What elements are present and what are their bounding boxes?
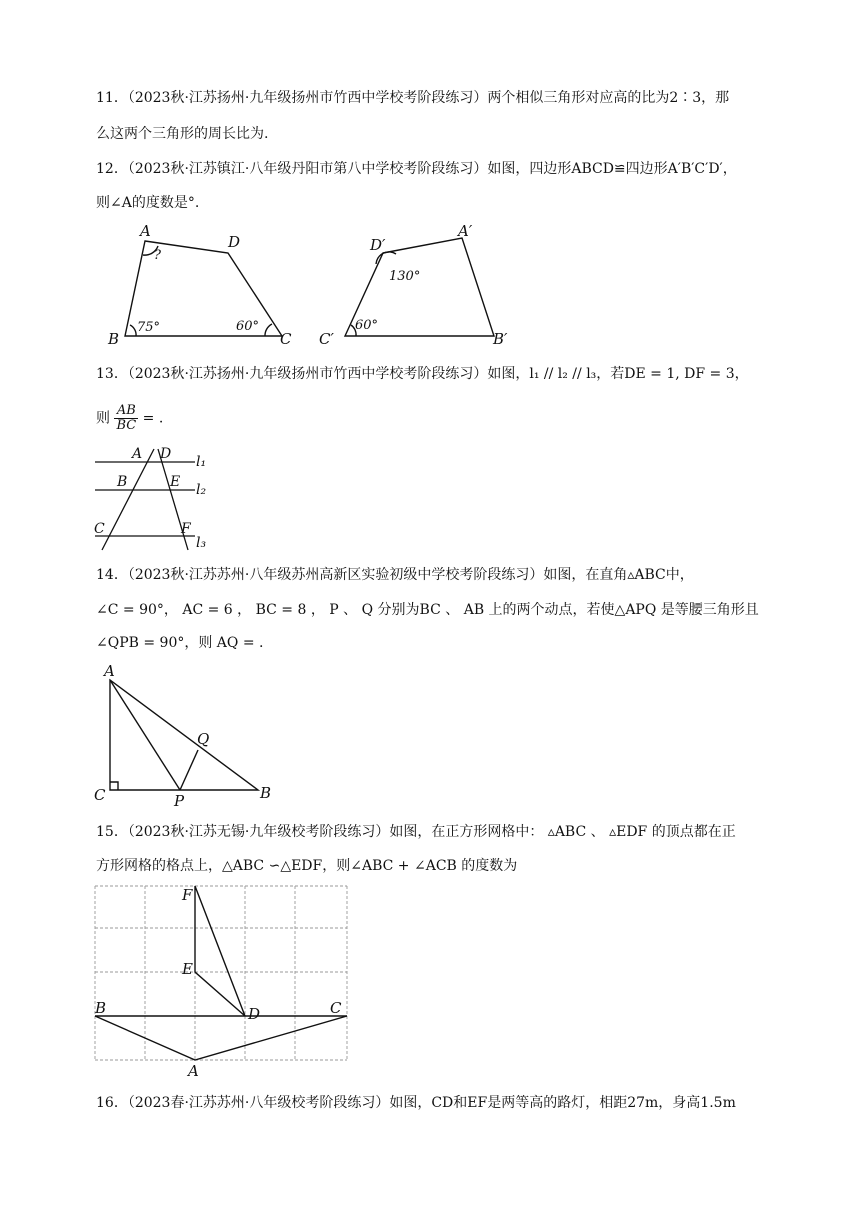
q15-grid [95, 886, 347, 1060]
q13-fraction-denominator: BC [116, 418, 137, 433]
q13-fraction [114, 404, 138, 433]
q14-line1: 14．（2023秋·江苏苏州·八年级苏州高新区实验初级中学校考阶段练习）如图，在直角▵ABC中， [96, 567, 694, 583]
q12-label-D: D [228, 233, 241, 251]
q12-label-A-prime: A′ [458, 222, 473, 240]
q15-label-B: B [95, 999, 107, 1017]
q13-label-l1: l₁ [196, 454, 207, 470]
q14-figure [90, 660, 280, 810]
q12-angle-B: 75° [137, 320, 161, 335]
q14-line3: ∠QPB = 90°，则 AQ = . [96, 635, 264, 651]
q15-line2: 方形网格的格点上，△ABC ∽△EDF，则∠ABC + ∠ACB 的度数为 [96, 858, 518, 874]
q13-label-A: A [132, 446, 143, 462]
q14-label-P: P [174, 792, 185, 810]
q13-label-l2: l₂ [196, 482, 207, 498]
q12-label-A: A [140, 222, 151, 240]
q15-figure [90, 880, 355, 1080]
q12-label-B-prime: B′ [493, 330, 508, 348]
q12-angle-C: 60° [236, 319, 260, 334]
q15-label-D: D [248, 1005, 261, 1023]
q15-label-C: C [330, 999, 342, 1017]
q12-label-C-prime: C′ [319, 330, 334, 348]
q14-label-Q: Q [197, 730, 210, 748]
q13-line2-suffix: = . [142, 410, 164, 427]
q13-fraction-numerator: AB [114, 404, 138, 419]
q13-line1: 13．（2023秋·江苏扬州·九年级扬州市竹西中学校考阶段练习）如图，l₁ // l₂ // l₃，若DE = 1, DF = 3， [96, 366, 749, 382]
q13-label-D: D [160, 446, 172, 462]
q11-line2: 么这两个三角形的周长比为. [96, 126, 269, 142]
q15-label-E: E [182, 960, 193, 978]
q14-label-C: C [94, 786, 106, 804]
q13-label-B: B [117, 474, 128, 490]
q13-figure [92, 440, 222, 555]
q12-label-D-prime: D′ [370, 236, 386, 254]
q13-label-E: E [170, 474, 181, 490]
q14-line2: ∠C = 90°， AC = 6 ， BC = 8 ， P 、 Q 分别为BC 、 AB 上的两个动点，若使△APQ 是等腰三角形且 [96, 602, 759, 618]
q12-question-mark: ? [154, 248, 161, 263]
q12-angle-C-prime: 60° [355, 318, 379, 333]
q12-label-B: B [108, 330, 120, 348]
q12-label-C: C [280, 330, 292, 348]
q15-line1: 15．（2023秋·江苏无锡·九年级校考阶段练习）如图，在正方形网格中： ▵ABC 、 ▵EDF 的顶点都在正 [96, 824, 736, 840]
q13-label-C: C [94, 521, 105, 537]
q15-label-F: F [182, 886, 193, 904]
q11-line1: 11．（2023秋·江苏扬州·九年级扬州市竹西中学校考阶段练习）两个相似三角形对应高的比为2∶3，那 [96, 90, 730, 106]
q14-label-A: A [104, 662, 115, 680]
q15-label-A: A [188, 1062, 199, 1080]
q16-line1: 16．（2023春·江苏苏州·八年级校考阶段练习）如图，CD和EF是两等高的路灯，相距27m，身高1.5m [96, 1095, 736, 1111]
q14-label-B: B [260, 784, 272, 802]
q13-label-l3: l₃ [196, 535, 207, 551]
q12-figure [100, 218, 520, 348]
q12-angle-D-prime: 130° [389, 269, 421, 284]
q13-line2-prefix: 则 [96, 410, 110, 427]
q13-line2 [96, 404, 163, 433]
q13-label-F: F [181, 521, 191, 537]
q12-line1: 12．（2023秋·江苏镇江·八年级丹阳市第八中学校考阶段练习）如图，四边形ABCD≌四边形A′B′C′D′， [96, 161, 737, 177]
q12-line2: 则∠A的度数是°. [96, 195, 200, 211]
